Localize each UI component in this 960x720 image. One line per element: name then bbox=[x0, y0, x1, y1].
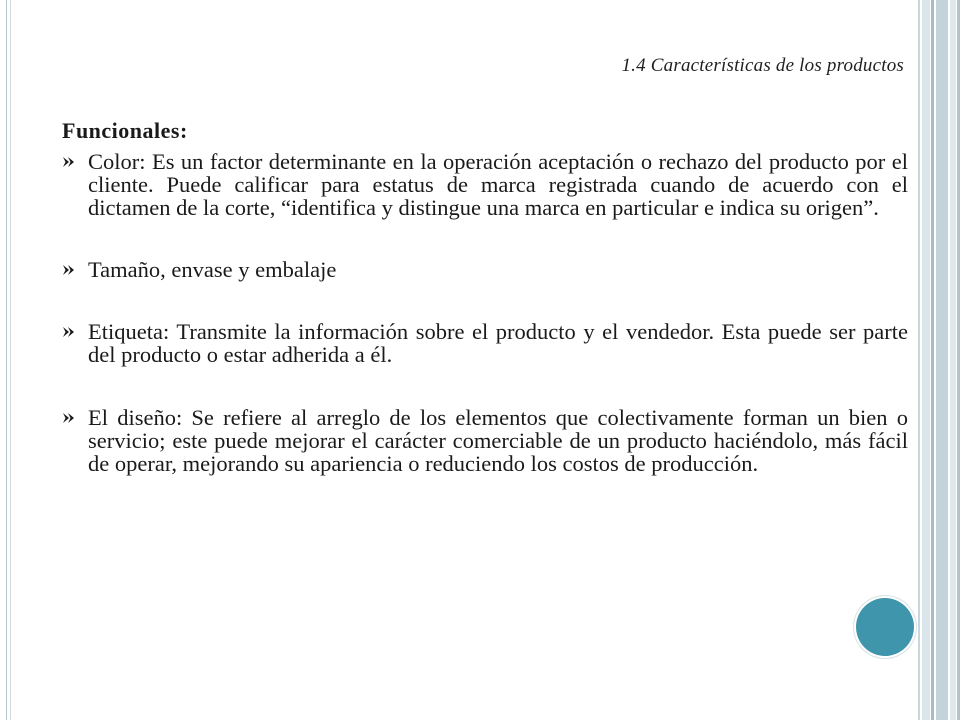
right-stripe bbox=[936, 0, 948, 720]
bullet-text: Tamaño, envase y embalaje bbox=[88, 257, 337, 282]
left-frame-line-inner bbox=[10, 0, 11, 720]
arrow-bullet-icon bbox=[62, 326, 76, 338]
arrow-bullet-icon bbox=[62, 412, 76, 424]
bullet-text: Etiqueta: Transmite la información sobre el producto y el vendedor. Esta puede ser parte del producto o estar adherida a él. bbox=[88, 319, 908, 367]
bullet-text: Color: Es un factor determinante en la operación aceptación o rechazo del producto por el cliente. Puede calificar para estatus de marca registrada cuando de acuerdo con el dictamen de la corte, “identifica y distingue una marca en particular e indica su origen”. bbox=[88, 149, 908, 220]
section-heading: Funcionales: bbox=[62, 118, 188, 143]
bullet-text: El diseño: Se refiere al arreglo de los elementos que colectivamente forman un bien o servicio; este puede mejorar el carácter comerciable de un producto haciéndolo, más fácil de operar, mejorando su apariencia o reduciendo los costos de producción. bbox=[88, 405, 908, 476]
right-stripe bbox=[950, 0, 956, 720]
right-stripe bbox=[918, 0, 920, 720]
bullet-item bbox=[62, 258, 908, 281]
left-frame-line bbox=[6, 0, 7, 720]
bullet-list bbox=[62, 150, 908, 475]
arrow-bullet-icon bbox=[62, 156, 76, 168]
right-stripe bbox=[922, 0, 930, 720]
bullet-item bbox=[62, 320, 908, 366]
right-stripe bbox=[931, 0, 934, 720]
bullet-item bbox=[62, 150, 908, 219]
circle-decoration-icon bbox=[856, 598, 914, 656]
bullet-item bbox=[62, 406, 908, 475]
arrow-bullet-icon bbox=[62, 264, 76, 276]
slide-title: 1.4 Características de los productos bbox=[621, 55, 904, 76]
